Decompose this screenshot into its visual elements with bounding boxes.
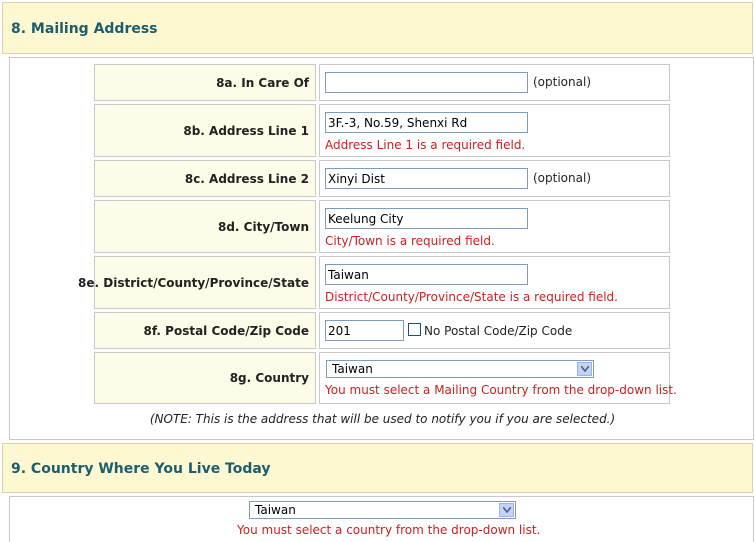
- address-line-2-optional-note: (optional): [533, 171, 591, 185]
- row-care-of: [94, 64, 670, 101]
- mailing-country-selected-value: Taiwan: [332, 362, 373, 376]
- care-of-optional-note: (optional): [533, 75, 591, 89]
- country-live-today-selected-value: Taiwan: [255, 503, 296, 517]
- label-cell: [94, 200, 316, 253]
- field-cell: [319, 104, 670, 157]
- label-cell: [94, 64, 316, 101]
- district-input[interactable]: [325, 264, 528, 285]
- field-cell: [319, 256, 670, 309]
- label-cell: [94, 104, 316, 157]
- chevron-down-icon[interactable]: [499, 503, 514, 517]
- city-input[interactable]: [325, 208, 528, 229]
- country-label: 8g. Country: [229, 371, 309, 385]
- address-line-2-input[interactable]: [325, 168, 528, 189]
- section-8-title: 8. Mailing Address: [11, 21, 158, 37]
- field-cell: [319, 312, 670, 349]
- row-city: [94, 200, 670, 253]
- no-postal-code-checkbox[interactable]: [408, 323, 421, 336]
- section-8-header: [2, 2, 753, 54]
- chevron-down-icon[interactable]: [577, 362, 592, 376]
- address-line-1-error: Address Line 1 is a required field.: [325, 138, 526, 152]
- section-9-title: 9. Country Where You Live Today: [11, 461, 271, 477]
- care-of-input[interactable]: [325, 72, 528, 93]
- mailing-country-select[interactable]: [326, 360, 594, 378]
- row-postal-code: [94, 312, 670, 349]
- address-note: (NOTE: This is the address that will be used to notify you if you are selected.): [149, 412, 616, 426]
- row-address-line-1: [94, 104, 670, 157]
- country-live-today-error: You must select a country from the drop-down list.: [237, 523, 541, 537]
- row-district: [78, 256, 670, 309]
- label-cell: [94, 312, 316, 349]
- field-cell: [319, 64, 670, 101]
- field-cell: [319, 160, 670, 197]
- label-cell: [94, 352, 316, 404]
- district-label: 8e. District/County/Province/State: [78, 275, 309, 290]
- label-cell: [78, 256, 316, 309]
- field-cell: [319, 200, 670, 253]
- section-9-header: [2, 443, 753, 493]
- country-live-today-select[interactable]: [249, 501, 516, 519]
- city-error: City/Town is a required field.: [325, 234, 495, 248]
- address-line-1-label: 8b. Address Line 1: [183, 123, 309, 138]
- field-cell: [319, 352, 677, 404]
- address-line-1-input[interactable]: [325, 112, 528, 133]
- postal-code-label: 8f. Postal Code/Zip Code: [143, 323, 309, 338]
- city-label: 8d. City/Town: [217, 219, 309, 234]
- address-line-2-label: 8c. Address Line 2: [184, 171, 309, 186]
- no-postal-code-label: No Postal Code/Zip Code: [424, 324, 573, 338]
- district-error: District/County/Province/State is a required field.: [325, 290, 618, 304]
- postal-code-input[interactable]: [325, 320, 404, 341]
- row-country: [94, 352, 677, 404]
- row-address-line-2: [94, 160, 670, 197]
- label-cell: [94, 160, 316, 197]
- care-of-label: 8a. In Care Of: [216, 75, 309, 90]
- mailing-country-error: You must select a Mailing Country from the drop-down list.: [325, 383, 677, 397]
